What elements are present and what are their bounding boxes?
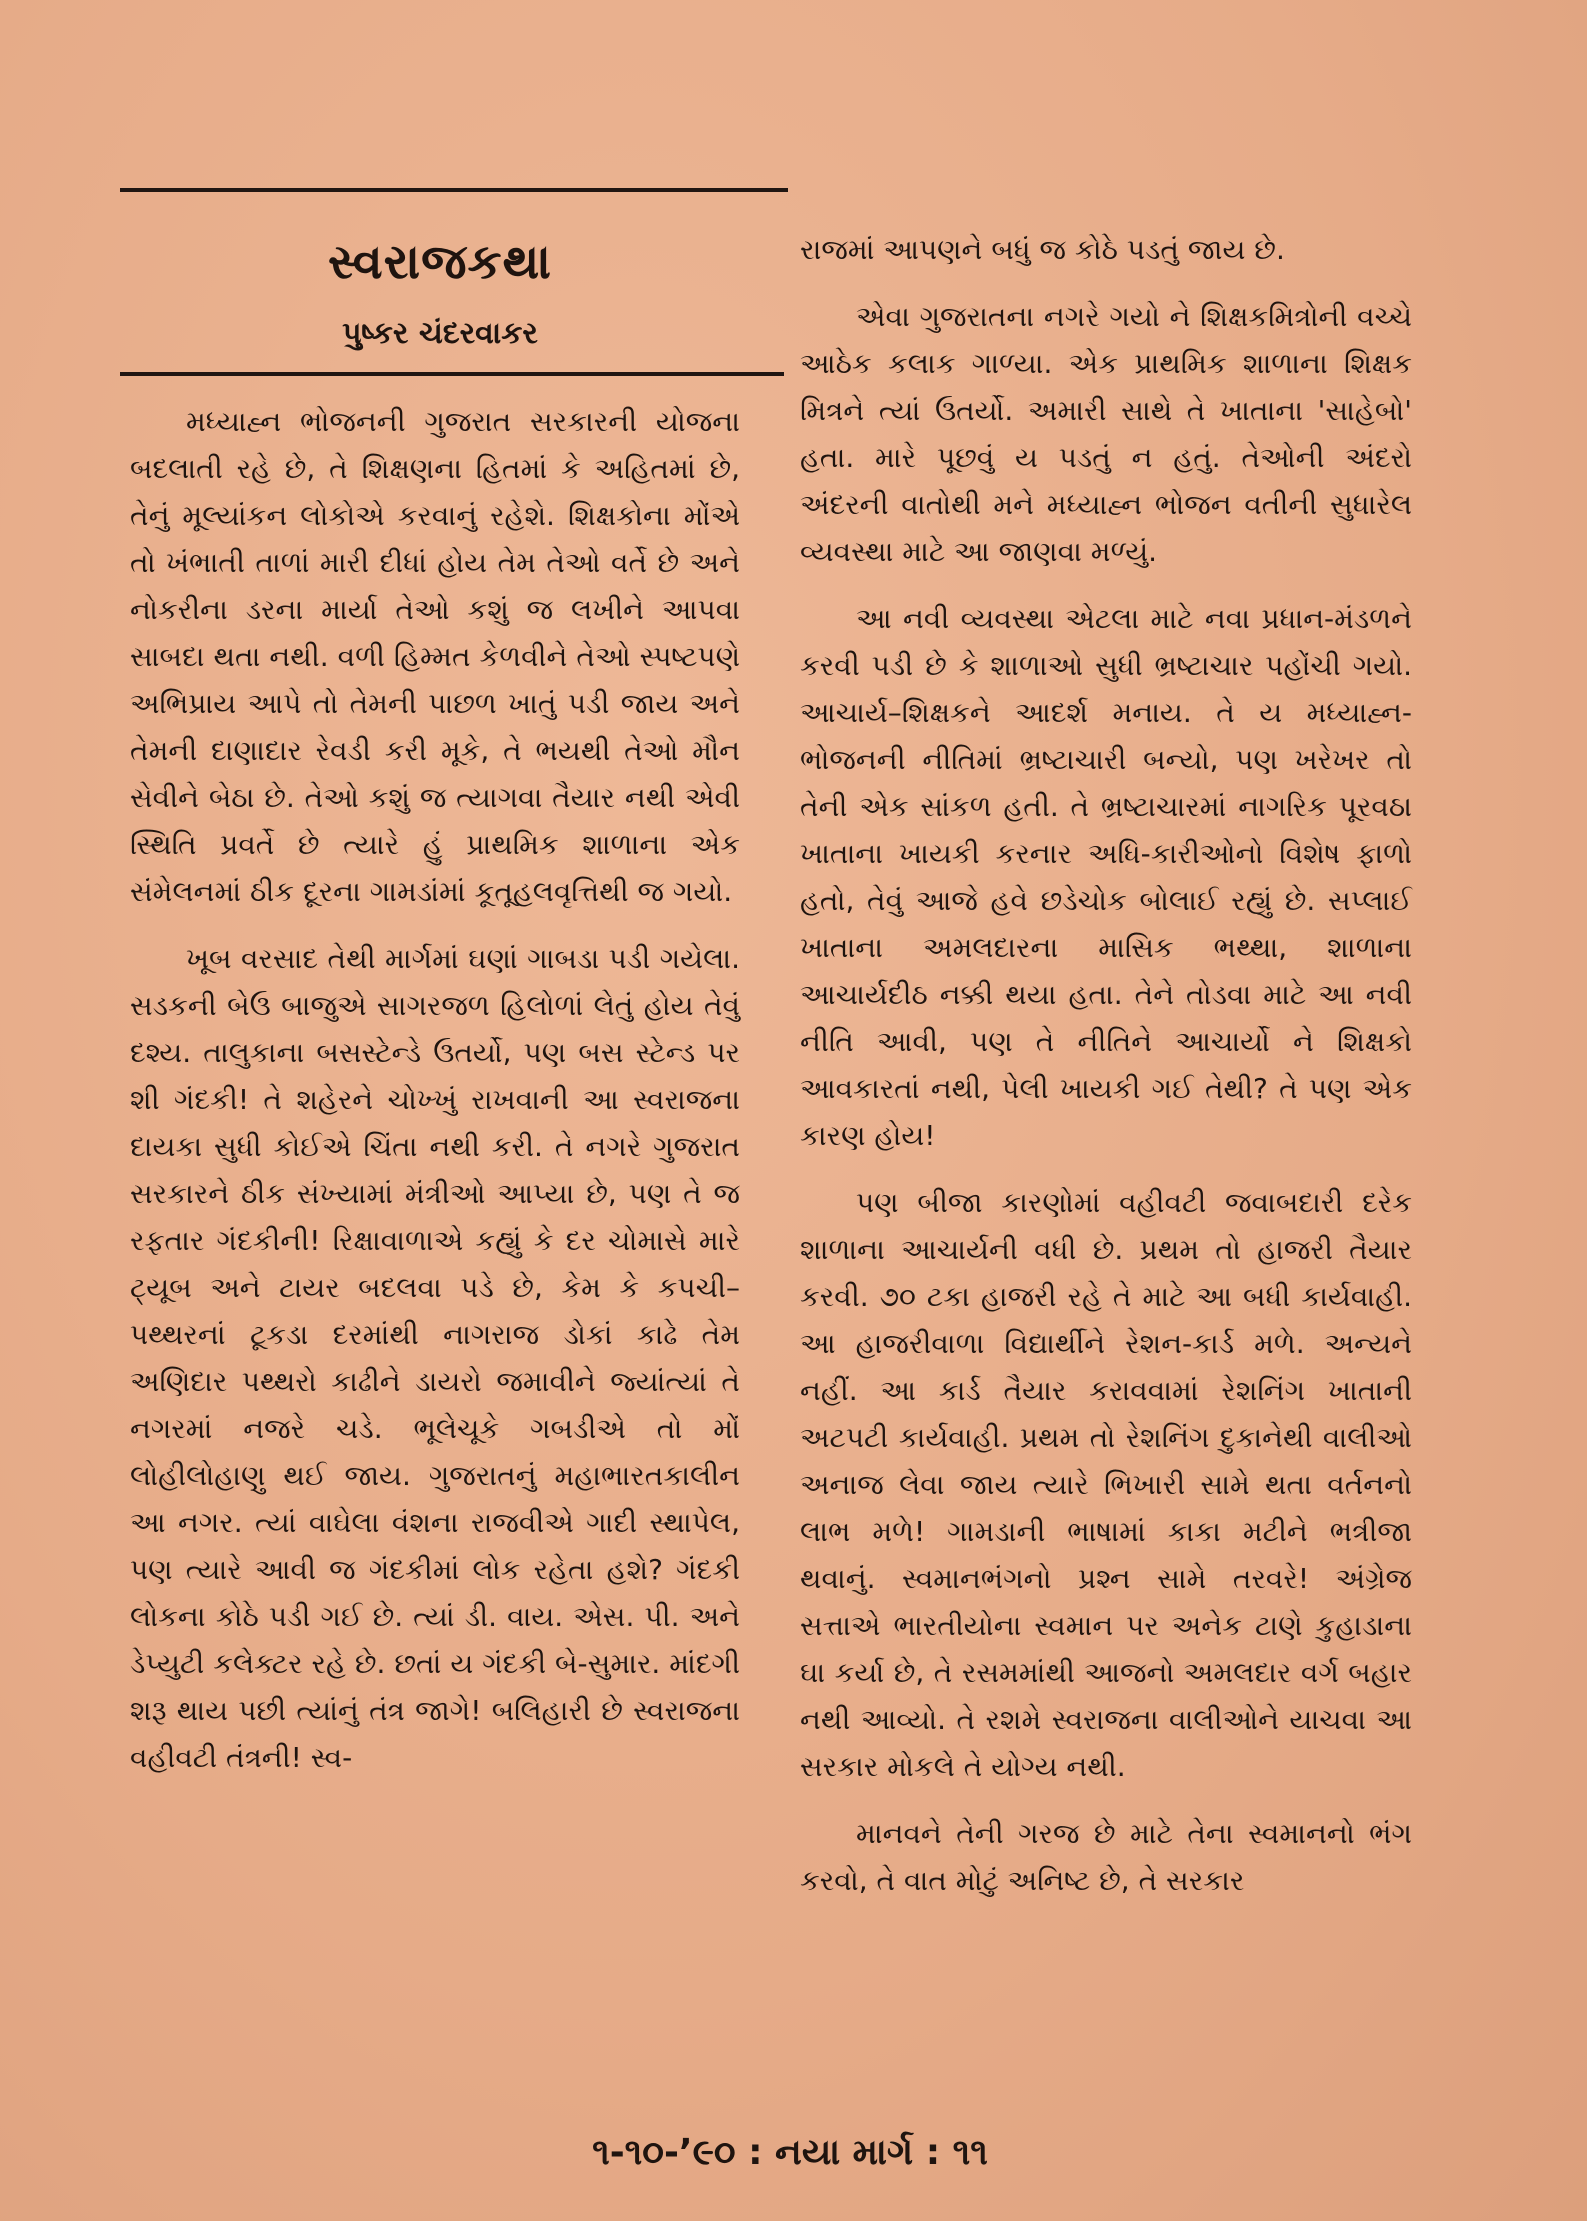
paragraph: આ નવી વ્યવસ્થા એટલા માટે નવા પ્રધાન-મંડળને કરવી પડી છે કે શાળાઓ સુધી ભ્રષ્ટાચાર પહોંચી ગયો. આચાર્ય–શિક્ષકને આદર્શ મનાય. તે ય મધ્યાહ્ન-ભોજનની નીતિમાં ભ્રષ્ટાચારી બન્યો, પણ ખરેખર તો તેની એક સાંકળ હતી. તે ભ્રષ્ટાચારમાં નાગરિક પૂરવઠા ખાતાના ખાયકી કરનાર અધિ-કારીઓનો વિશેષ ફાળો હતો, તેવું આજે હવે છડેચોક બોલાઈ રહ્યું છે. સપ્લાઈ ખાતાના અમલદારના માસિક ભથ્થા, શાળાના આચાર્યદીઠ નક્કી થયા હતા. તેને તોડવા માટે આ નવી નીતિ આવી, પણ તે નીતિને આચાર્યો ને શિક્ષકો આવકારતાં નથી, પેલી ખાયકી ગઈ તેથી? તે પણ એક કારણ હોય! bbox=[800, 602, 1412, 1152]
paragraph: મધ્યાહ્ન ભોજનની ગુજરાત સરકારની યોજના બદલાતી રહે છે, તે શિક્ષણના હિતમાં કે અહિતમાં છે, તેનું મૂલ્યાંકન લોકોએ કરવાનું રહેશે. શિક્ષકોના મોંએ તો ખંભાતી તાળાં મારી દીધાં હોય તેમ તેઓ વર્તે છે અને નોકરીના ડરના માર્યા તેઓ કશું જ લખીને આપવા સાબદા થતા નથી. વળી હિમ્મત કેળવીને તેઓ સ્પષ્ટપણે અભિપ્રાય આપે તો તેમની પાછળ ખાતું પડી જાય અને તેમની દાણાદાર રેવડી કરી મૂકે, તે ભયથી તેઓ મૌન સેવીને બેઠા છે. તેઓ કશું જ ત્યાગવા તૈયાર નથી એવી સ્થિતિ પ્રવર્તે છે ત્યારે હું પ્રાથમિક શાળાના એક સંમેલનમાં ઠીક દૂરના ગામડાંમાં કૂતૂહલવૃત્તિથી જ ગયો. bbox=[130, 405, 740, 908]
article-title: સ્વરાજકથા bbox=[327, 234, 553, 290]
page-footer: ૧-૧૦-’૯૦ : નયા માર્ગ : ૧૧ bbox=[592, 2132, 988, 2173]
paragraph: એવા ગુજરાતના નગરે ગયો ને શિક્ષકમિત્રોની વચ્ચે આઠેક કલાક ગાળ્યા. એક પ્રાથમિક શાળાના શિક્ષક મિત્રને ત્યાં ઉતર્યો. અમારી સાથે તે ખાતાના 'સાહેબો' હતા. મારે પૂછવું ય પડતું ન હતું. તેઓની અંદરો અંદરની વાતોથી મને મધ્યાહ્ન ભોજન વતીની સુધારેલ વ્યવસ્થા માટે આ જાણવા મળ્યું. bbox=[800, 300, 1412, 568]
paragraph-continued: રાજમાં આપણને બધું જ કોઠે પડતું જાય છે. bbox=[800, 233, 1285, 266]
paragraph: ખૂબ વરસાદ તેથી માર્ગમાં ઘણાં ગાબડા પડી ગયેલા. સડકની બેઉ બાજુએ સાગરજળ હિલોળાં લેતું હોય તેવું દશ્ય. તાલુકાના બસસ્ટેન્ડે ઉતર્યો, પણ બસ સ્ટેન્ડ પર શી ગંદકી! તે શહેરને ચોખ્ખું રાખવાની આ સ્વરાજના દાયકા સુધી કોઈએ ચિંતા નથી કરી. તે નગરે ગુજરાત સરકારને ઠીક સંખ્યામાં મંત્રીઓ આપ્યા છે, પણ તે જ રફતાર ગંદકીની! રિક્ષાવાળાએ કહ્યું કે દર ચોમાસે મારે ટ્યૂબ અને ટાયર બદલવા પડે છે, કેમ કે કપચી–પથ્થરનાં ટૂકડા દરમાંથી નાગરાજ ડોકાં કાઢે તેમ અણિદાર પથ્થરો કાઢીને ડાયરો જમાવીને જ્યાંત્યાં તે નગરમાં નજરે ચડે. ભૂલેચૂકે ગબડીએ તો મોં લોહીલોહાણુ થઈ જાય. ગુજરાતનું મહાભારતકાલીન આ નગર. ત્યાં વાઘેલા વંશના રાજવીએ ગાદી સ્થાપેલ, પણ ત્યારે આવી જ ગંદકીમાં લોક રહેતા હશે? ગંદકી લોકના કોઠે પડી ગઈ છે. ત્યાં ડી. વાય. એસ. પી. અને ડેપ્યુટી કલેક્ટર રહે છે. છતાં ય ગંદકી બે-સુમાર. માંદગી શરૂ થાય પછી ત્યાંનું તંત્ર જાગે! બલિહારી છે સ્વરાજના વહીવટી તંત્રની! સ્વ- bbox=[130, 942, 740, 1774]
right-column bbox=[800, 226, 1412, 1924]
left-column bbox=[130, 398, 740, 1801]
article-author: પુષ્કર ચંદરવાકર bbox=[342, 316, 538, 351]
paragraph: માનવને તેની ગરજ છે માટે તેના સ્વમાનનો ભંગ કરવો, તે વાત મોટું અનિષ્ટ છે, તે સરકાર bbox=[800, 1817, 1412, 1897]
paragraph: પણ બીજા કારણોમાં વહીવટી જવાબદારી દરેક શાળાના આચાર્યની વધી છે. પ્રથમ તો હાજરી તૈયાર કરવી. ૭૦ ટકા હાજરી રહે તે માટે આ બધી કાર્યવાહી. આ હાજરીવાળા વિદ્યાર્થીને રેશન-કાર્ડ મળે. અન્યને નહીં. આ કાર્ડ તૈયાર કરાવવામાં રેશનિંગ ખાતાની અટપટી કાર્યવાહી. પ્રથમ તો રેશનિંગ દુકાનેથી વાલીઓ અનાજ લેવા જાય ત્યારે ભિખારી સામે થતા વર્તનનો લાભ મળે! ગામડાની ભાષામાં કાકા મટીને ભત્રીજા થવાનું. સ્વમાનભંગનો પ્રશ્ન સામે તરવરે! અંગ્રેજ સત્તાએ ભારતીયોના સ્વમાન પર અનેક ટાણે કુહાડાના ઘા કર્યા છે, તે રસમમાંથી આજનો અમલદાર વર્ગ બહાર નથી આવ્યો. તે રશમે સ્વરાજના વાલીઓને યાચવા આ સરકાર મોકલે તે યોગ્ય નથી. bbox=[800, 1186, 1412, 1783]
top-rule bbox=[120, 188, 788, 192]
author-rule bbox=[120, 372, 784, 376]
